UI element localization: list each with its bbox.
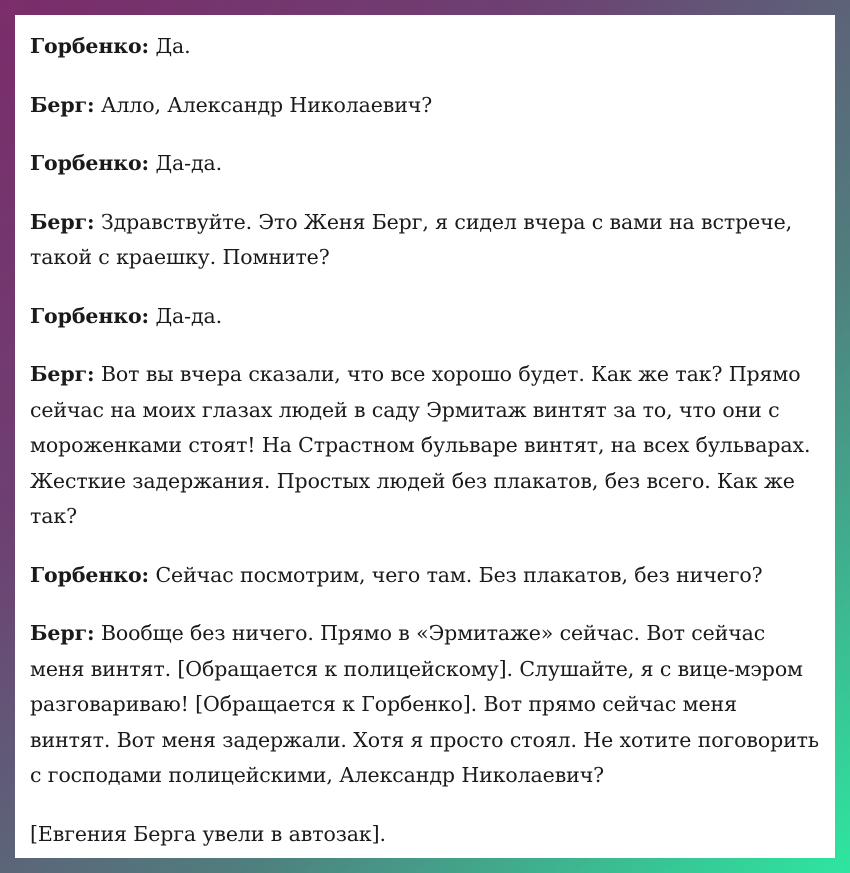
dialogue-line <box>30 357 821 535</box>
speaker-name: Горбенко: <box>30 562 150 587</box>
dialogue-line <box>30 558 821 594</box>
speaker-name: Берг: <box>30 621 95 645</box>
dialogue-text: Алло, Александр Николаевич? <box>100 92 433 117</box>
dialogue-text: Вот вы вчера сказали, что все хорошо будет. Как же так? Прямо сейчас на моих глазах людей в саду Эрмитаж винтят за то, что они с мороженками стоят! На Страстном бульваре винтят, на всех бульварах. Жесткие задержания. Простых людей без плакатов, без всего. Как же так? <box>30 362 811 528</box>
dialogue-text: Сейчас посмотрим, чего там. Без плакатов, без ничего? <box>155 562 763 587</box>
dialogue-text: Да-да. <box>155 151 223 175</box>
speaker-name: Горбенко: <box>30 303 150 328</box>
transcript-card <box>15 15 835 858</box>
dialogue-line <box>30 88 821 124</box>
speaker-name: Берг: <box>30 92 95 117</box>
speaker-name: Берг: <box>30 362 95 386</box>
speaker-name: Горбенко: <box>30 151 150 175</box>
dialogue-line <box>30 29 821 65</box>
speaker-name: Берг: <box>30 209 95 234</box>
dialogue-text: Да-да. <box>155 303 223 328</box>
dialogue-line <box>30 205 821 276</box>
dialogue-text: Здравствуйте. Это Женя Берг, я сидел вчера с вами на встрече, такой с краешку. Помните? <box>30 209 793 269</box>
dialogue-line <box>30 299 821 335</box>
dialogue-text: Да. <box>155 34 191 58</box>
dialogue-text: Вообще без ничего. Прямо в «Эрмитаже» сейчас. Вот сейчас меня винтят. [Обращается к полицейскому]. Слушайте, я с вице-мэром разговариваю! [Обращается к Горбенко]. Вот прямо сейчас меня винтят. Вот меня задержали. Хотя я просто стоял. Не хотите поговорить с господами полицейскими, Александр Николаевич? <box>30 621 819 787</box>
closing-note: [Евгения Берга увели в автозак]. <box>30 821 386 846</box>
speaker-name: Горбенко: <box>30 34 150 58</box>
dialogue-line <box>30 146 821 182</box>
dialogue-line <box>30 616 821 794</box>
